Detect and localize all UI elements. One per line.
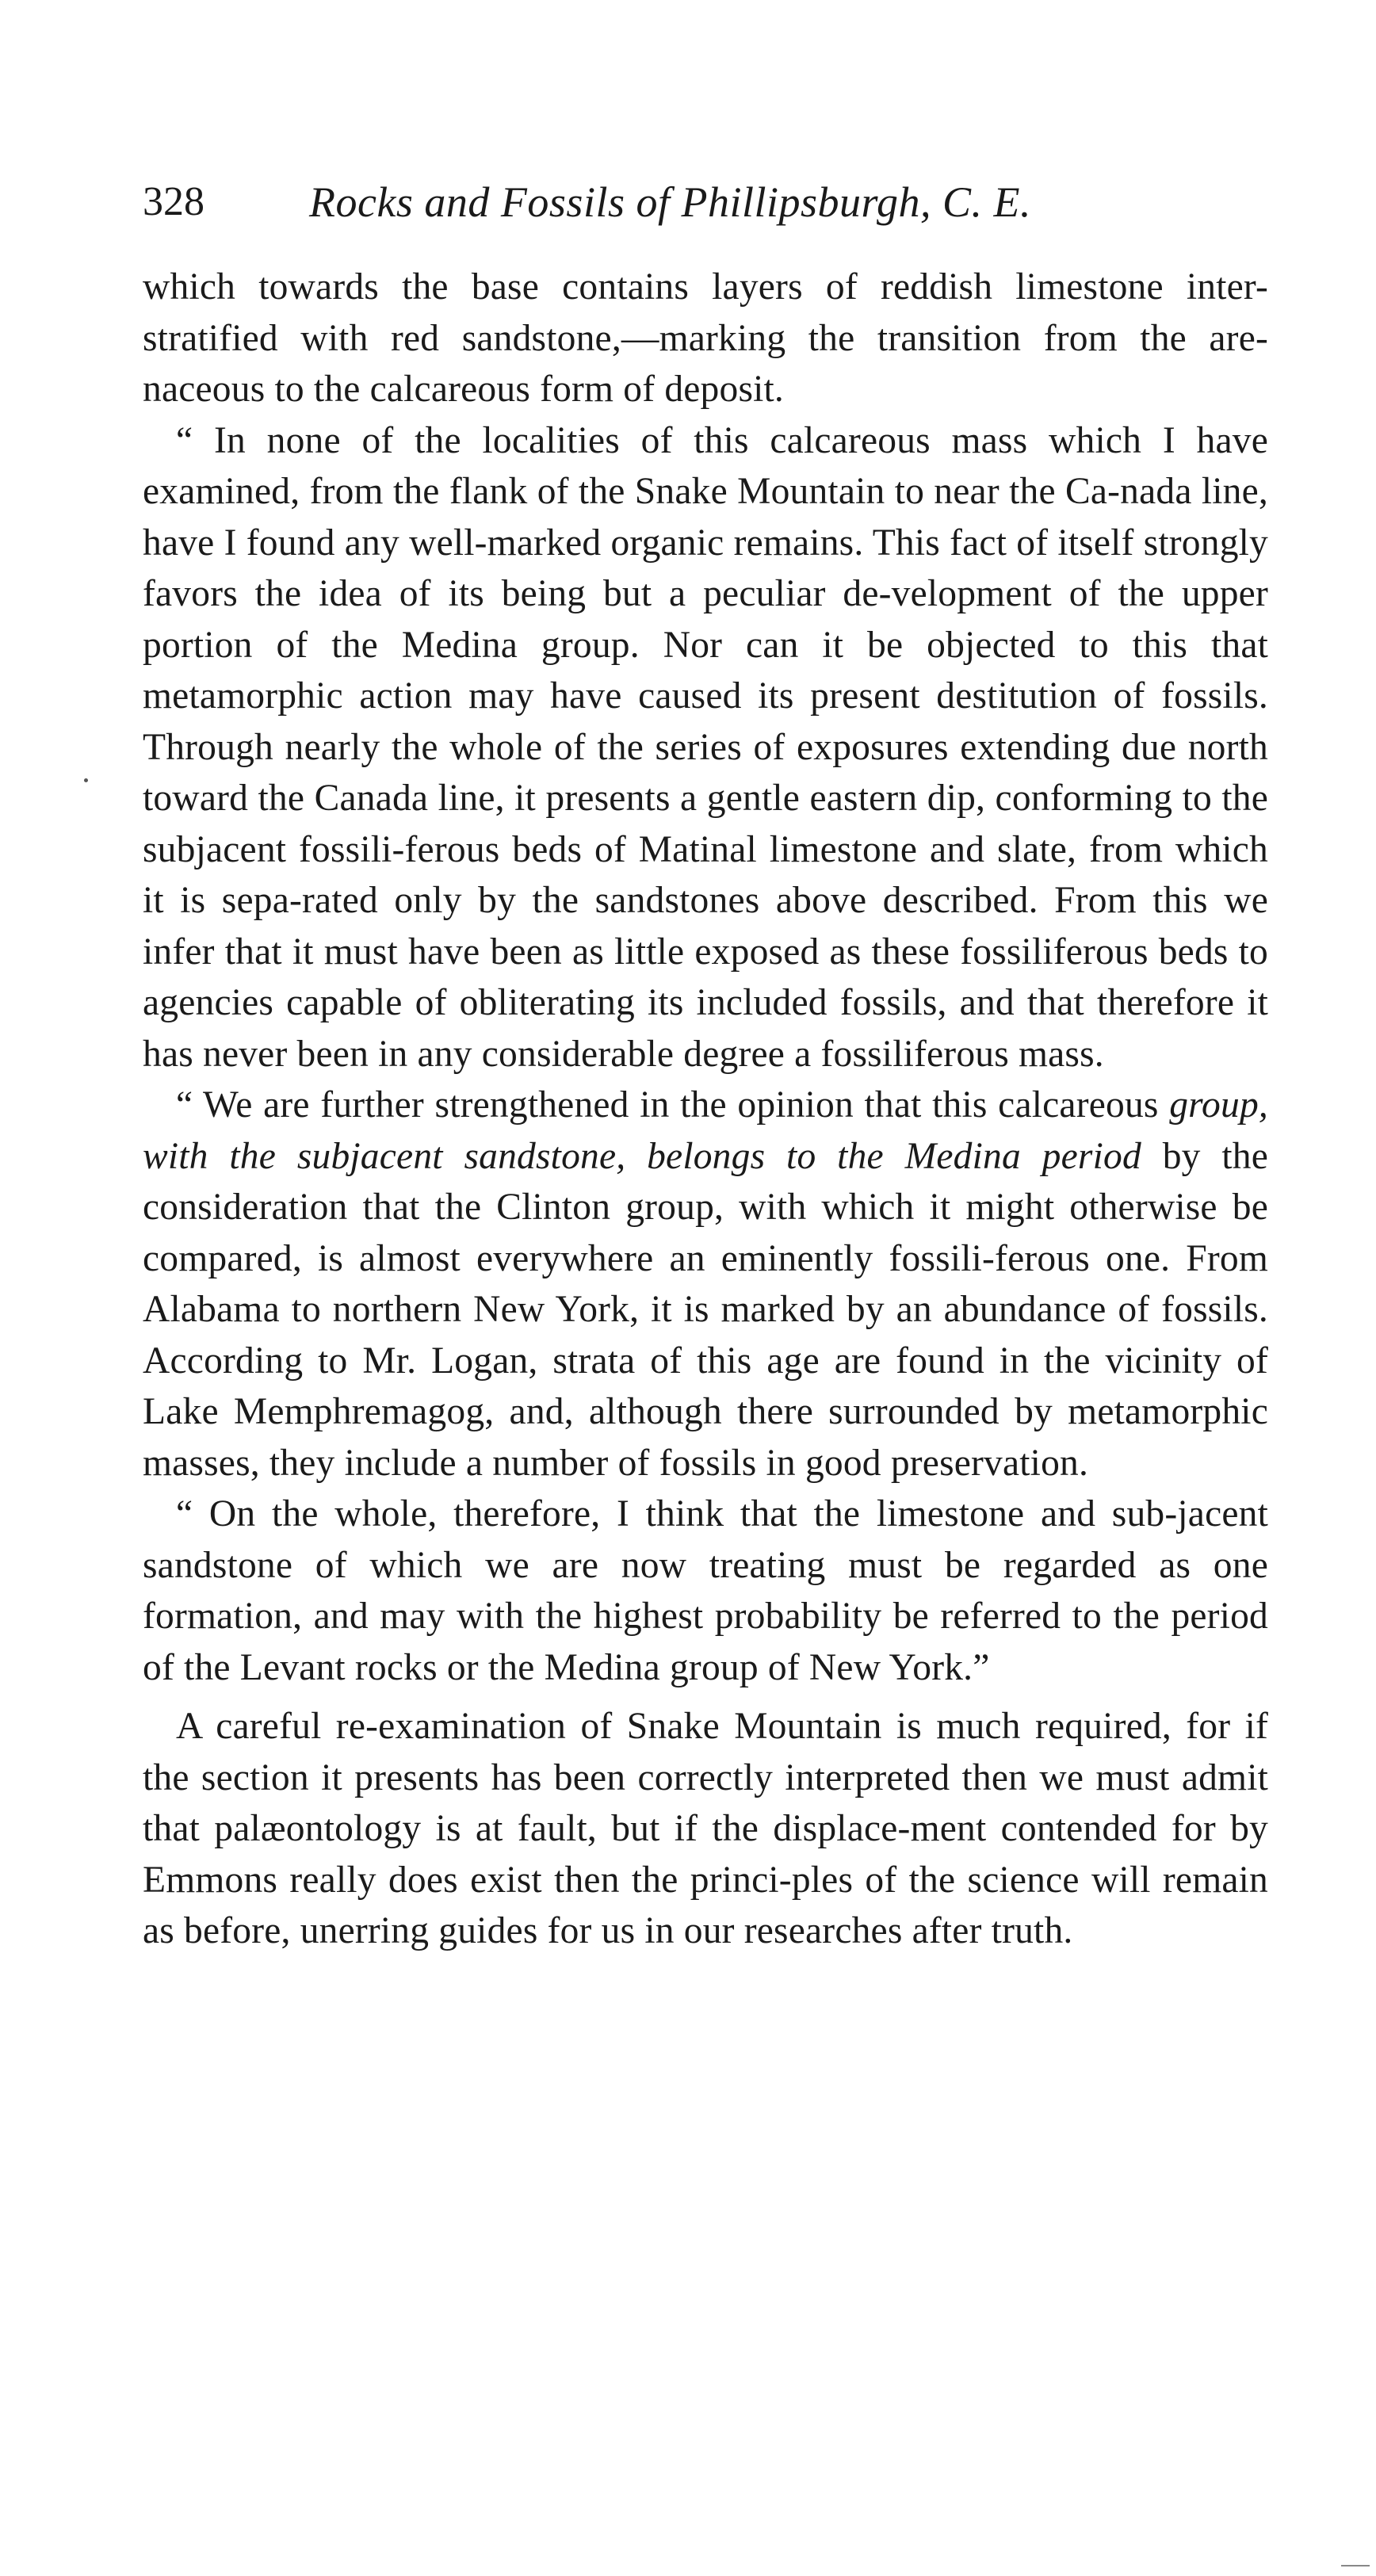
running-head: [143, 166, 1110, 238]
scan-edge-mark: [1341, 2565, 1370, 2566]
paragraph-continued: which towards the base contains layers of reddish limestone inter-stratified with red sandstone,—marking the transition from the are-naceous to the calcareous form of deposit.: [143, 266, 1268, 410]
margin-speck: [84, 778, 88, 782]
paragraph-quote-medina: [143, 1080, 1268, 1489]
paragraph-quote-localities: “ In none of the localities of this calcareous mass which I have examined, from the flank of the Snake Mountain to near the Ca-nada line, have I found any well-marked organic remains. This fact of itself strongly favors the idea of its being but a peculiar de-velopment of the upper portion of the Medina group. Nor can it be objected to this that metamorphic action may have caused its present destitution of fossils. Through nearly the whole of the series of exposures extending due north toward the Canada line, it presents a gentle eastern dip, conforming to the subjacent fossili-ferous beds of Matinal limestone and slate, from which it is sepa-rated only by the sandstones above described. From this we infer that it must have been as little exposed as these fossiliferous beds to agencies capable of obliterating its included fossils, and that therefore it has never been in any considerable degree a fossiliferous mass.: [143, 419, 1268, 1075]
paragraph-quote-conclusion: “ On the whole, therefore, I think that the limestone and sub-jacent sandstone of which we are now treating must be regarded as one formation, and may with the highest probability be referred to the period of the Levant rocks or the Medina group of New York.”: [143, 1493, 1268, 1688]
paragraph-text-italic: group, with the subjacent sandstone, belongs to the Medina period: [143, 1084, 1268, 1177]
paragraph-text-tail: by the consideration that the Clinton group, with which it might otherwise be compared, is almost everywhere an eminently fossili-ferous one. From Alabama to northern New York, it is marked by an abundance of fossils. According to Mr. Logan, strata of this age are found in the vicinity of Lake Memphremagog, and, although there surrounded by metamorphic masses, they include a number of fossils in good preservation.: [143, 1135, 1269, 1484]
body-text: [143, 262, 1268, 1957]
paragraph-author-remark: A careful re-examination of Snake Mountain is much required, for if the section it presents has been correctly interpreted then we must admit that palæontology is at fault, but if the displace-ment contended for by Emmons really does exist then the princi-ples of the science will remain as before, unerring guides for us in our researches after truth.: [143, 1706, 1268, 1951]
page-number: 328: [143, 179, 204, 224]
paragraph-text-lead: “ We are further strengthened in the opinion that this calcareous: [176, 1084, 1170, 1126]
running-head-title: Rocks and Fossils of Phillipsburgh, C. E.: [309, 178, 1031, 226]
